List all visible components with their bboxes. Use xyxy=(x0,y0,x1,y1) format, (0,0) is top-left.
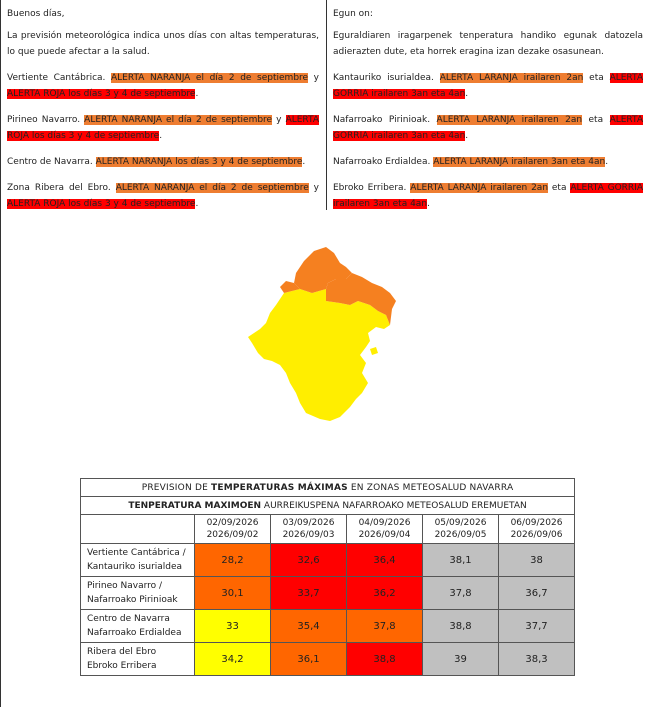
temperature-cell: 36,7 xyxy=(499,577,575,610)
date-es: 02/09/2026 xyxy=(206,518,259,528)
zone-label: Vertiente Cantábrica. xyxy=(7,73,112,83)
basque-column xyxy=(333,6,643,222)
zone-cell xyxy=(81,610,195,643)
red-alert-highlight: ALERTA GORRIA irailaren 3an eta 4an xyxy=(333,183,643,209)
date-es: 06/09/2026 xyxy=(510,518,563,528)
title-es-pre: PREVISION DE xyxy=(141,482,212,493)
connector-text: eta xyxy=(583,73,610,83)
temperature-cell: 37,7 xyxy=(499,610,575,643)
temperature-forecast-table xyxy=(80,478,575,676)
red-alert-highlight: ALERTA GORRIA irailaren 3an eta 4an xyxy=(333,73,643,99)
intro-es: La previsión meteorológica indica unos días con altas temperaturas, lo que puede afectar a la salud. xyxy=(7,31,319,57)
temperature-cell: 38,8 xyxy=(423,610,499,643)
connector-text: y xyxy=(308,183,320,193)
red-alert-highlight: ALERTA GORRIA irailaren 3an eta 4an xyxy=(333,115,643,141)
orange-alert-highlight: ALERTA LARANJA irailaren 3an eta 4an xyxy=(433,157,606,167)
red-alert-highlight: ALERTA ROJA los días 3 y 4 de septiembre xyxy=(7,199,196,209)
orange-alert-highlight: ALERTA LARANJA irailaren 2an xyxy=(439,73,584,83)
date-eu: 2026/09/06 xyxy=(510,530,563,540)
left-border-line xyxy=(0,0,1,707)
orange-alert-highlight: ALERTA NARANJA el día 2 de septiembre xyxy=(111,73,309,83)
date-eu: 2026/09/05 xyxy=(434,530,487,540)
orange-alert-highlight: ALERTA NARANJA el día 2 de septiembre xyxy=(84,115,273,125)
connector-text: y xyxy=(272,115,286,125)
title-es-post: EN ZONAS METEOSALUD NAVARRA xyxy=(347,482,514,493)
map-small-enclave xyxy=(370,347,378,355)
zone-es: Pirineo Navarro / xyxy=(87,581,163,591)
table-row xyxy=(81,577,575,610)
column-divider xyxy=(326,0,327,210)
temperature-cell: 37,8 xyxy=(347,610,423,643)
alert-item-eu-pirinioak xyxy=(333,112,643,144)
connector-text: eta xyxy=(548,183,571,193)
zone-cell xyxy=(81,577,195,610)
zone-cell xyxy=(81,544,195,577)
date-eu: 2026/09/03 xyxy=(282,530,335,540)
temperature-cell: 38,8 xyxy=(347,643,423,676)
orange-alert-highlight: ALERTA LARANJA irailaren 2an xyxy=(410,183,549,193)
alert-item-es-cantabrica xyxy=(7,70,319,102)
temperature-cell: 30,1 xyxy=(195,577,271,610)
date-es: 05/09/2026 xyxy=(434,518,487,528)
table-row xyxy=(81,610,575,643)
period: . xyxy=(465,89,469,99)
date-es: 03/09/2026 xyxy=(282,518,335,528)
date-header xyxy=(499,515,575,544)
period: . xyxy=(427,199,430,209)
title-eu-bold: TENPERATURA MAXIMOEN xyxy=(128,500,262,511)
map-zone-yellow xyxy=(248,289,390,421)
zone-eu: Ebroko Erribera xyxy=(87,661,157,671)
orange-alert-highlight: ALERTA NARANJA los días 3 y 4 de septiembre xyxy=(95,157,303,167)
red-alert-highlight: ALERTA ROJA los días 3 y 4 de septiembre xyxy=(7,115,319,141)
connector-text: eta xyxy=(582,115,610,125)
title-eu-post: AURREIKUSPENA NAFARROAKO METEOSALUD EREMUETAN xyxy=(261,500,527,511)
period: . xyxy=(159,131,163,141)
header-empty-cell xyxy=(81,515,195,544)
zone-label: Centro de Navarra. xyxy=(7,157,96,167)
temperature-cell: 32,6 xyxy=(271,544,347,577)
temperature-cell: 28,2 xyxy=(195,544,271,577)
zone-es: Vertiente Cantábrica / xyxy=(87,548,186,558)
zone-label: Pirineo Navarro. xyxy=(7,115,85,125)
period: . xyxy=(195,199,199,209)
table-title-eu xyxy=(81,497,575,515)
zone-label: Kantauriko isurialdea. xyxy=(333,73,440,83)
alert-item-eu-erdialdea xyxy=(333,154,643,170)
zone-es: Centro de Navarra xyxy=(87,614,170,624)
intro-eu: Eguraldiaren iragarpenek tenperatura handiko egunak datozela adierazten dute, eta horrek eragina izan dezake osasunean. xyxy=(333,31,643,57)
period: . xyxy=(465,131,469,141)
zone-label: Nafarroako Erdialdea. xyxy=(333,157,434,167)
title-es-bold: TEMPERATURAS MÁXIMAS xyxy=(211,482,348,493)
temperature-cell: 38 xyxy=(499,544,575,577)
period: . xyxy=(302,157,306,167)
table-row xyxy=(81,643,575,676)
temperature-cell: 38,1 xyxy=(423,544,499,577)
greeting-es: Buenos días, xyxy=(7,9,65,19)
date-header xyxy=(195,515,271,544)
alert-item-es-pirineo xyxy=(7,112,319,144)
orange-alert-highlight: ALERTA LARANJA irailaren 2an xyxy=(436,115,583,125)
date-header xyxy=(271,515,347,544)
zone-label: Ebroko Erribera. xyxy=(333,183,411,193)
alert-item-eu-erribera xyxy=(333,180,643,212)
period: . xyxy=(195,89,199,99)
alert-item-es-ribera xyxy=(7,180,319,212)
alert-item-es-centro xyxy=(7,154,319,170)
temperature-cell: 36,1 xyxy=(271,643,347,676)
date-eu: 2026/09/04 xyxy=(358,530,411,540)
temperature-cell: 36,2 xyxy=(347,577,423,610)
temperature-cell: 37,8 xyxy=(423,577,499,610)
temperature-cell: 33 xyxy=(195,610,271,643)
orange-alert-highlight: ALERTA NARANJA el día 2 de septiembre xyxy=(115,183,309,193)
zone-eu: Nafarroako Pirinioak xyxy=(87,595,178,605)
date-eu: 2026/09/02 xyxy=(206,530,259,540)
table-row xyxy=(81,544,575,577)
temperature-cell: 38,3 xyxy=(499,643,575,676)
temperature-cell: 36,4 xyxy=(347,544,423,577)
zone-label: Zona Ribera del Ebro. xyxy=(7,183,116,193)
temperature-cell: 34,2 xyxy=(195,643,271,676)
spanish-column xyxy=(7,6,319,222)
alert-item-eu-kantauriko xyxy=(333,70,643,102)
temperature-cell: 33,7 xyxy=(271,577,347,610)
zone-eu: Kantauriko isurialdea xyxy=(87,562,183,572)
date-header xyxy=(423,515,499,544)
table-title-es xyxy=(81,479,575,497)
period: . xyxy=(605,157,609,167)
temperature-cell: 39 xyxy=(423,643,499,676)
zone-eu: Nafarroako Erdialdea xyxy=(87,628,182,638)
red-alert-highlight: ALERTA ROJA los días 3 y 4 de septiembre xyxy=(7,89,196,99)
zone-es: Ribera del Ebro xyxy=(87,647,157,657)
zone-cell xyxy=(81,643,195,676)
zone-label: Nafarroako Pirinioak. xyxy=(333,115,437,125)
connector-text: y xyxy=(308,73,319,83)
temperature-cell: 35,4 xyxy=(271,610,347,643)
greeting-eu: Egun on: xyxy=(333,9,373,19)
date-es: 04/09/2026 xyxy=(358,518,411,528)
navarra-alert-map xyxy=(240,243,405,423)
date-header xyxy=(347,515,423,544)
